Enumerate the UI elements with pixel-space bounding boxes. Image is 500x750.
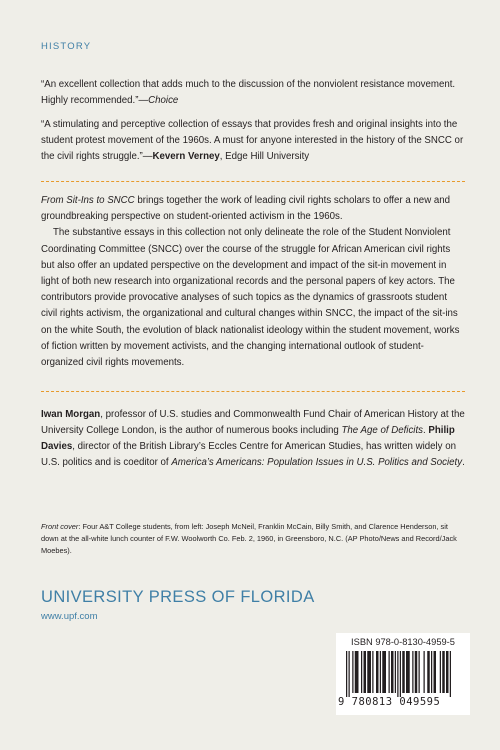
isbn-label: ISBN 978-0-8130-4959-5 [351,637,455,647]
book-title: From Sit-Ins to SNCC [41,195,135,206]
credit-label: Front cover [41,522,79,531]
publisher-website: www.upf.com [41,611,98,622]
barcode-box [336,633,470,715]
review-quote-1: “An excellent collection that adds much to the discussion of the nonviolent resistance movement. Highly recommended.”—Choice [41,79,456,106]
barcode-digits: 9 780813 049595 [338,696,441,708]
barcode-icon [344,651,462,697]
editors-bio: Iwan Morgan, professor of U.S. studies and Commonwealth Fund Chair of American History at the University College London, is the author of numerous books including The Age of Deficits. Philip Davies, director of the British Library’s Eccles Centre for American Studies, has written widely on U.S. politics and is coeditor of America’s Americans: Population Issues in U.S. Politics and Society. [41,409,465,468]
book-reference: America’s Americans: Population Issues in U.S. Politics and Society [171,457,463,468]
review-quote-2: “A stimulating and perceptive collection of essays that provides fresh and original insights into the student protest movement of the 1960s. A must for anyone interested in the history of the SNCC or the civil rights struggle.”—Kevern Verney, Edge Hill University [41,119,464,162]
cover-credit: Front cover: Four A&T College students, from left: Joseph McNeil, Franklin McCain, Billy Smith, and Clarence Henderson, sit down at the all-white lunch counter of F.W. Woolworth Co. Feb. 2, 1960, in Greensboro, N.C. (AP Photo/News and Record/Jack Moebes). [41,522,457,556]
dashed-divider [41,181,465,182]
editor-name: Iwan Morgan [41,409,101,420]
book-description [41,193,465,371]
description-paragraph-1: From Sit-Ins to SNCC brings together the work of leading civil rights scholars to offer a new and groundbreaking perspective on student-oriented activism in the 1960s. [41,195,451,223]
quote-source: Choice [148,95,179,106]
review-quotes [41,77,465,173]
description-paragraph-2: The substantive essays in this collection not only delineate the role of the Student Nonviolent Coordinating Committee (SNCC) over the course of the struggle for African American civil rights but also offer an updated perspective on the development and impact of the sit-in movement in light of both new research into organizational records and the personal papers of key actors. The contributors provide provocative analyses of such topics as the dynamics of grassroots student civil rights activism, the organizational and cultural changes within SNCC, the impact of the sit-ins on the white South, the evolution of black nationalist ideology within the student movement, works of fiction written by movement activists, and the changing international outlook of student-organized civil rights movements. [41,227,460,369]
quote-source: Kevern Verney [152,151,220,162]
publisher-name: UNIVERSITY PRESS OF FLORIDA [41,588,315,606]
editor-name: Philip Davies [41,425,455,452]
book-reference: The Age of Deficits [341,425,423,436]
dashed-divider [41,391,465,392]
category-label: HISTORY [41,41,92,52]
